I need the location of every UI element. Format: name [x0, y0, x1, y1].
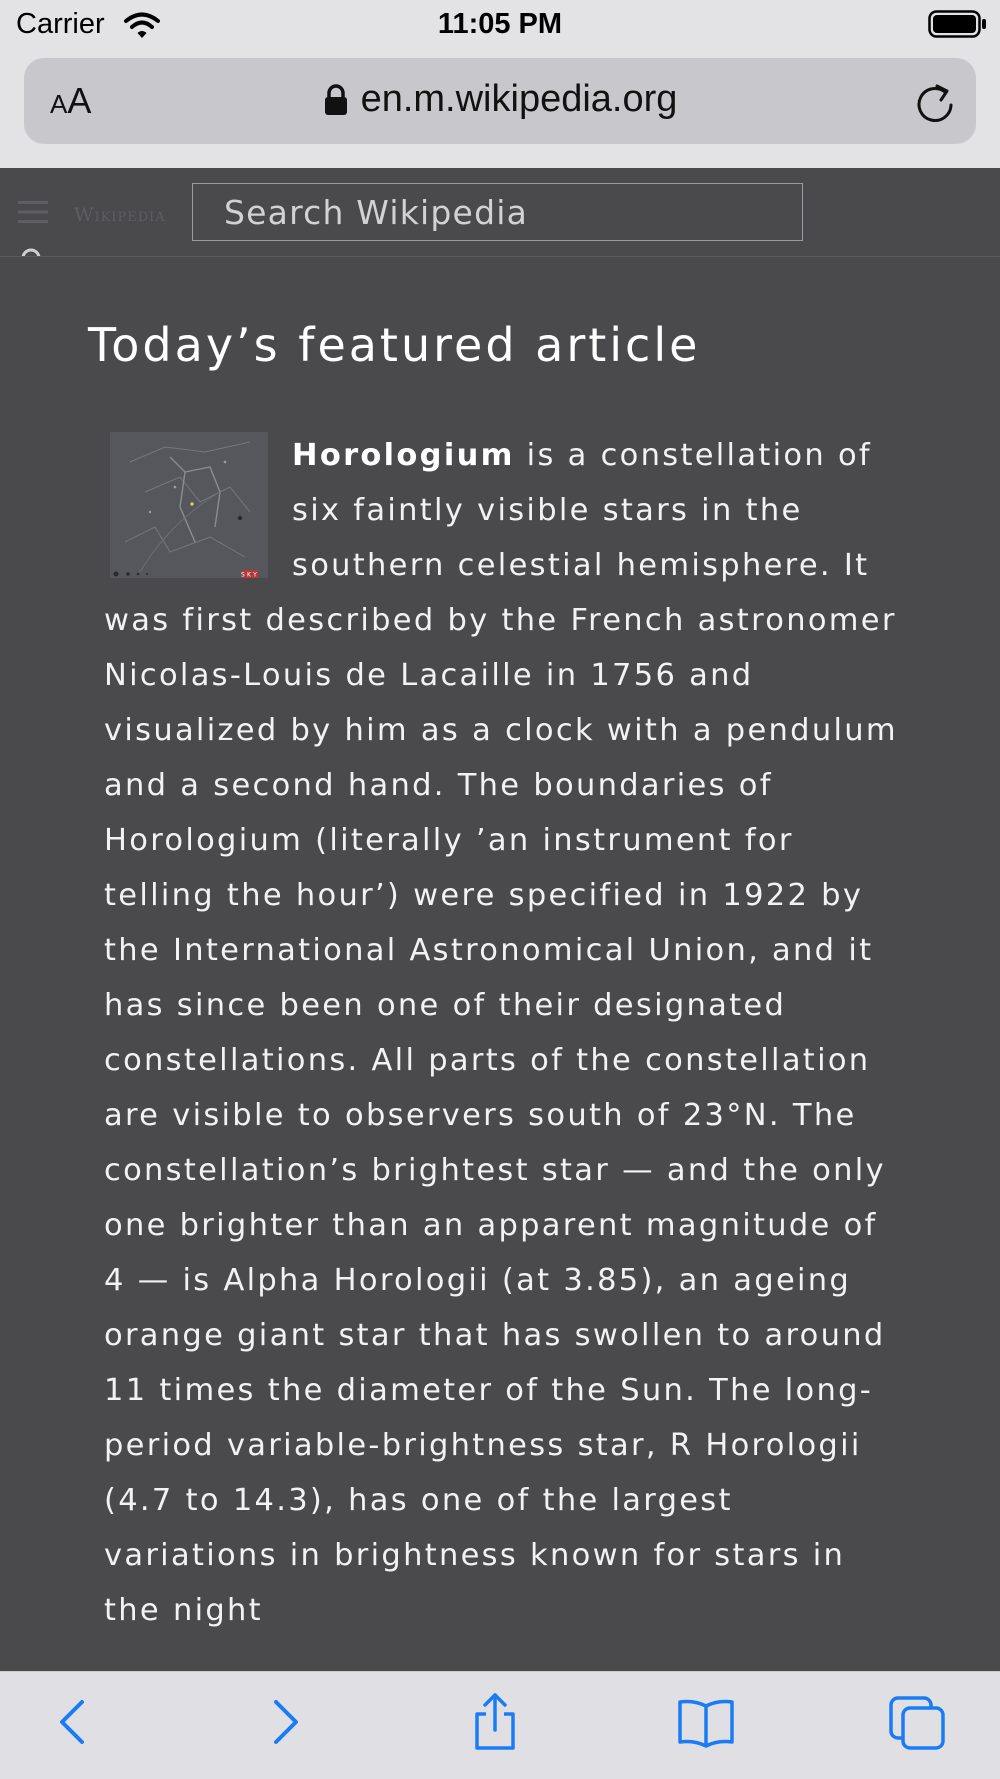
- constellation-map-image: [110, 432, 268, 578]
- lock-icon: [323, 84, 349, 116]
- wikipedia-header: [0, 168, 1000, 257]
- browser-chrome-top: [0, 0, 1000, 168]
- constellation-map-thumbnail[interactable]: [110, 432, 268, 578]
- bookmarks-icon[interactable]: [676, 1692, 736, 1752]
- carrier-label: Carrier: [16, 8, 105, 40]
- search-input[interactable]: [192, 183, 803, 241]
- share-icon[interactable]: [465, 1692, 525, 1752]
- url-display[interactable]: [24, 78, 976, 121]
- thumbnail-badge: SKY: [240, 571, 260, 578]
- wikipedia-logo[interactable]: Wikipedia: [74, 204, 166, 226]
- partial-icon: [20, 246, 42, 257]
- tabs-icon[interactable]: [888, 1692, 948, 1752]
- browser-toolbar: [0, 1671, 1000, 1779]
- clock-time: 11:05 PM: [437, 8, 563, 40]
- article-body: is a constellation of six faintly visible stars in the southern celestial hemisphere. It was first described by the French astronomer Nicolas-Louis de Lacaille in 1756 and visualized by him as a clock with a pendulum and a second hand. The boundaries of Horologium (literally ’an instrument for telling the hour’) were specified in 1922 by the International Astronomical Union, and it has since been one of their designated constellations. All parts of the constellation are visible to observers south of 23°N. The constellation’s brightest star — and the only one brighter than an apparent magnitude of 4 — is Alpha Horologii (at 3.85), an ageing orange giant star that has swollen to around 11 times the diameter of the Sun. The long-period variable-brightness star, R Horologii (4.7 to 14.3), has one of the largest variations in brightness known for stars in the night: [104, 438, 898, 1628]
- text-size-button[interactable]: AA: [50, 80, 92, 121]
- forward-icon[interactable]: [254, 1692, 314, 1752]
- hamburger-menu-icon[interactable]: [18, 200, 48, 224]
- battery-icon: [928, 10, 988, 38]
- status-bar: [0, 0, 1000, 50]
- url-text: en.m.wikipedia.org: [360, 78, 678, 120]
- back-icon[interactable]: [44, 1692, 104, 1752]
- address-bar[interactable]: [24, 58, 976, 144]
- section-heading: Today’s featured article: [88, 318, 701, 372]
- reload-icon[interactable]: [914, 80, 956, 124]
- featured-article-text: [104, 428, 904, 1638]
- article-title-bold[interactable]: Horologium: [292, 438, 515, 473]
